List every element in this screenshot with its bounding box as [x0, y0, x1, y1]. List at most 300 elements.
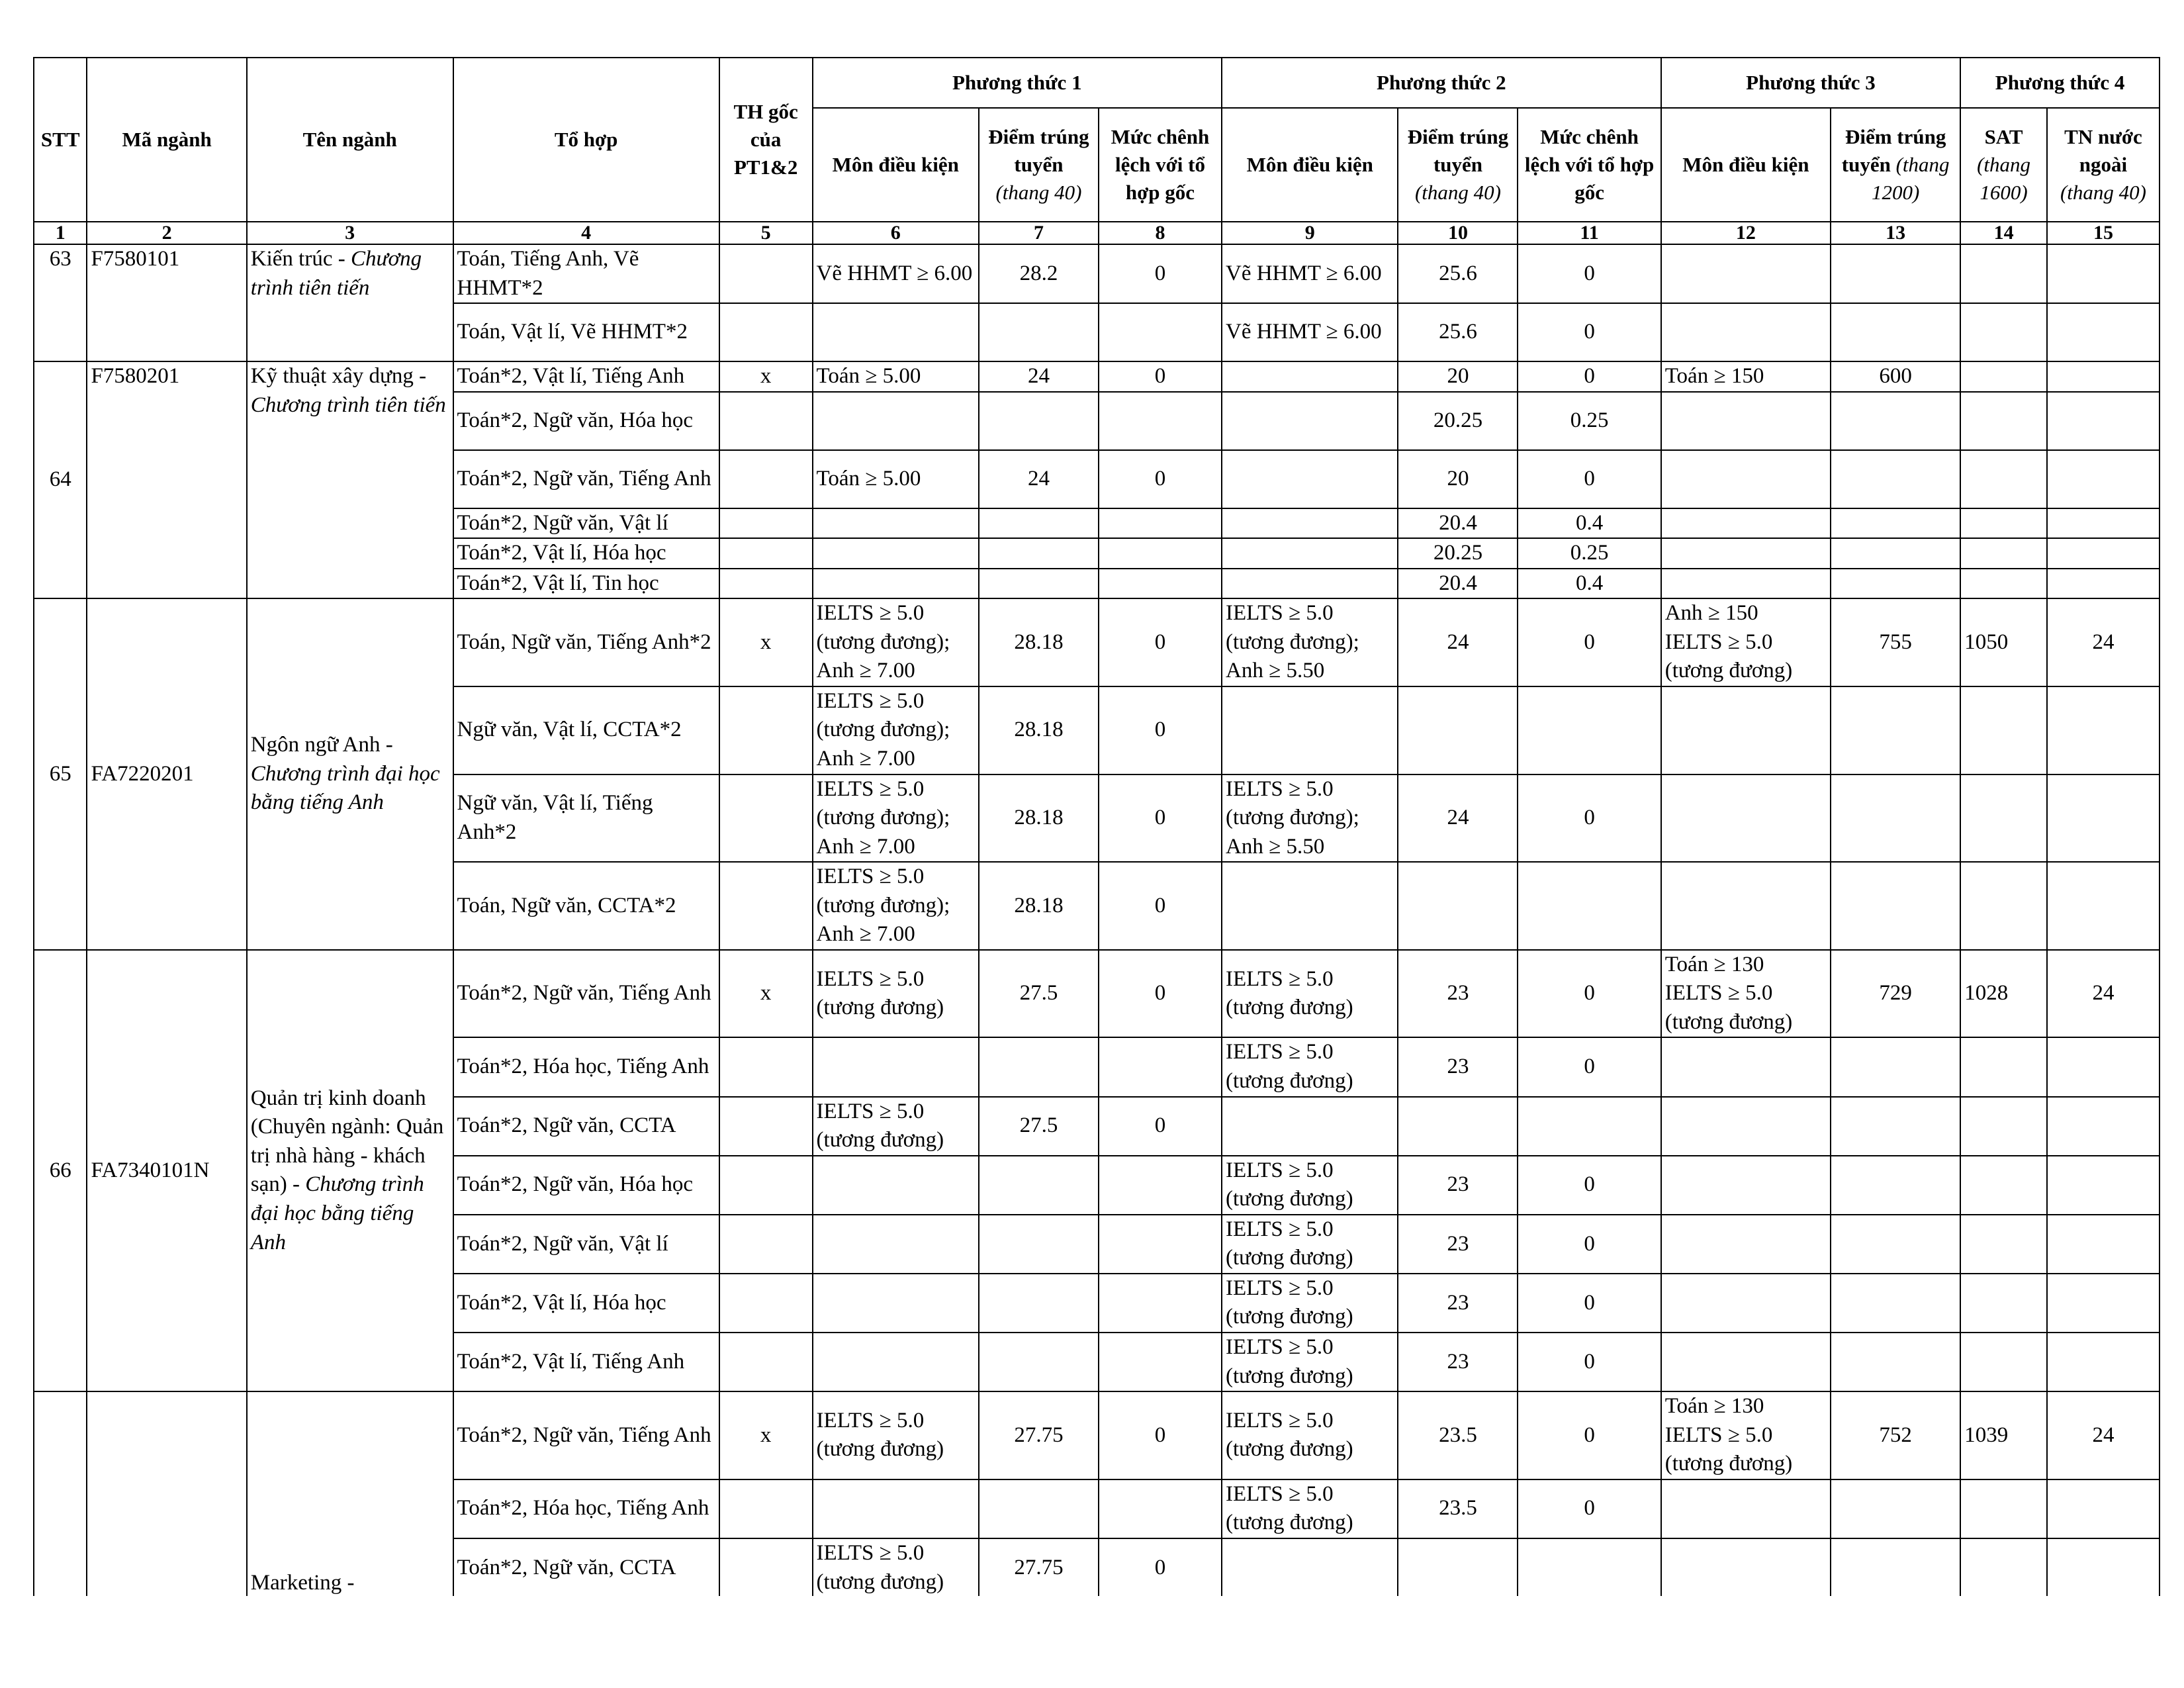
pt2-diff: 0	[1518, 1479, 1661, 1538]
pt3-score	[1831, 1274, 1960, 1333]
pt1-score	[979, 538, 1099, 569]
pt1-score: 27.5	[979, 1097, 1099, 1156]
pt3-score: 755	[1831, 598, 1960, 686]
program-code: F7580201	[87, 361, 246, 598]
pt3-score	[1831, 1037, 1960, 1096]
pt1-condition	[813, 508, 979, 539]
pt1-diff: 0	[1099, 862, 1222, 950]
tn-score	[2047, 569, 2160, 599]
col-number: 4	[453, 222, 719, 244]
program-name	[247, 361, 453, 598]
pt3-score	[1831, 1156, 1960, 1215]
header-pt2-chenh-lech: Mức chênh lệch với tổ hợp gốc	[1518, 108, 1661, 222]
original-combo-mark	[719, 686, 813, 774]
subject-combo: Ngữ văn, Vật lí, Tiếng Anh*2	[453, 774, 719, 863]
program-code	[87, 1391, 246, 1596]
pt1-diff	[1099, 1215, 1222, 1274]
pt3-score	[1831, 1538, 1960, 1596]
original-combo-mark: x	[719, 1391, 813, 1479]
pt3-condition	[1661, 244, 1831, 303]
pt3-condition	[1661, 538, 1831, 569]
pt1-condition: Toán ≥ 5.00	[813, 450, 979, 508]
pt1-diff: 0	[1099, 598, 1222, 686]
pt2-condition	[1222, 538, 1398, 569]
pt2-condition: IELTS ≥ 5.0 (tương đương)	[1222, 1037, 1398, 1096]
program-type: Chương trình tiên tiến	[250, 247, 422, 300]
pt2-score: 24	[1398, 774, 1518, 863]
pt3-score: 729	[1831, 950, 1960, 1038]
table-row	[34, 361, 2160, 392]
original-combo-mark	[719, 508, 813, 539]
pt1-condition: IELTS ≥ 5.0 (tương đương)	[813, 1538, 979, 1596]
tn-score	[2047, 508, 2160, 539]
pt1-score	[979, 1333, 1099, 1391]
col-number: 6	[813, 222, 979, 244]
subject-combo: Toán*2, Vật lí, Tiếng Anh	[453, 361, 719, 392]
col-number: 12	[1661, 222, 1831, 244]
pt1-diff: 0	[1099, 1538, 1222, 1596]
subject-combo: Toán*2, Vật lí, Tiếng Anh	[453, 1333, 719, 1391]
pt1-score: 28.2	[979, 244, 1099, 303]
pt1-condition: IELTS ≥ 5.0 (tương đương); Anh ≥ 7.00	[813, 598, 979, 686]
program-type: Chương trình tiên tiến	[250, 393, 446, 417]
program-name-text: Kỹ thuật xây dựng -	[250, 364, 427, 389]
header-tn-nuoc-ngoai	[2047, 108, 2160, 222]
program-name-text: Marketing -	[250, 1571, 355, 1595]
pt2-condition: IELTS ≥ 5.0 (tương đương); Anh ≥ 5.50	[1222, 598, 1398, 686]
subject-combo: Toán*2, Vật lí, Hóa học	[453, 1274, 719, 1333]
sat-score	[1960, 862, 2047, 950]
pt2-condition	[1222, 569, 1398, 599]
pt1-diff: 0	[1099, 361, 1222, 392]
pt2-condition: IELTS ≥ 5.0 (tương đương)	[1222, 1274, 1398, 1333]
diem-label: Điểm trúng tuyển	[1407, 125, 1509, 177]
program-name	[247, 244, 453, 361]
sat-score	[1960, 1274, 2047, 1333]
pt3-condition	[1661, 508, 1831, 539]
pt2-score	[1398, 1538, 1518, 1596]
original-combo-mark	[719, 392, 813, 450]
pt3-condition	[1661, 686, 1831, 774]
tn-score	[2047, 244, 2160, 303]
program-name-text: Ngôn ngữ Anh -	[250, 733, 393, 757]
program-type: Chương trình đại học bằng tiếng Anh	[250, 761, 440, 815]
header-pt1-diem	[979, 108, 1099, 222]
subject-combo: Toán, Tiếng Anh, Vẽ HHMT*2	[453, 244, 719, 303]
tn-score	[2047, 1274, 2160, 1333]
pt1-diff	[1099, 1479, 1222, 1538]
sat-score	[1960, 569, 2047, 599]
header-ten-nganh: Tên ngành	[247, 58, 453, 222]
sat-score	[1960, 1097, 2047, 1156]
pt3-condition	[1661, 1037, 1831, 1096]
pt1-condition: IELTS ≥ 5.0 (tương đương)	[813, 950, 979, 1038]
pt3-condition: Toán ≥ 130 IELTS ≥ 5.0 (tương đương)	[1661, 950, 1831, 1038]
pt2-diff: 0	[1518, 1215, 1661, 1274]
pt1-score	[979, 1274, 1099, 1333]
header-sat	[1960, 108, 2047, 222]
header-pt1-chenh-lech: Mức chênh lệch với tổ hợp gốc	[1099, 108, 1222, 222]
sat-score	[1960, 1479, 2047, 1538]
pt2-diff: 0	[1518, 598, 1661, 686]
pt1-score: 24	[979, 361, 1099, 392]
table-row	[34, 244, 2160, 303]
pt1-condition	[813, 1274, 979, 1333]
tn-score	[2047, 1215, 2160, 1274]
subject-combo: Toán*2, Vật lí, Hóa học	[453, 538, 719, 569]
header-pt3-diem	[1831, 108, 1960, 222]
header-phuong-thuc-3: Phương thức 3	[1661, 58, 1961, 108]
pt2-diff: 0.25	[1518, 392, 1661, 450]
original-combo-mark: x	[719, 361, 813, 392]
original-combo-mark: x	[719, 598, 813, 686]
original-combo-mark	[719, 1274, 813, 1333]
header-pt3-mon-dieu-kien: Môn điều kiện	[1661, 108, 1831, 222]
col-number: 11	[1518, 222, 1661, 244]
pt2-score: 20.25	[1398, 538, 1518, 569]
tn-score	[2047, 1156, 2160, 1215]
pt1-diff: 0	[1099, 686, 1222, 774]
pt2-score: 20	[1398, 361, 1518, 392]
pt3-condition: Toán ≥ 130 IELTS ≥ 5.0 (tương đương)	[1661, 1391, 1831, 1479]
pt2-score: 20	[1398, 450, 1518, 508]
pt1-score: 27.75	[979, 1538, 1099, 1596]
tn-score	[2047, 1333, 2160, 1391]
pt1-diff: 0	[1099, 950, 1222, 1038]
pt3-condition	[1661, 392, 1831, 450]
original-combo-mark	[719, 1538, 813, 1596]
col-number: 2	[87, 222, 246, 244]
pt1-score	[979, 392, 1099, 450]
program-code: FA7220201	[87, 598, 246, 950]
pt1-score: 28.18	[979, 774, 1099, 863]
sat-score	[1960, 1156, 2047, 1215]
pt2-condition	[1222, 1538, 1398, 1596]
subject-combo: Toán*2, Ngữ văn, Vật lí	[453, 1215, 719, 1274]
pt2-condition: IELTS ≥ 5.0 (tương đương)	[1222, 950, 1398, 1038]
col-number: 1	[34, 222, 87, 244]
pt3-score	[1831, 862, 1960, 950]
col-number: 8	[1099, 222, 1222, 244]
sat-score	[1960, 508, 2047, 539]
tn-score	[2047, 686, 2160, 774]
original-combo-mark	[719, 244, 813, 303]
pt2-condition	[1222, 862, 1398, 950]
pt2-condition: IELTS ≥ 5.0 (tương đương)	[1222, 1479, 1398, 1538]
pt1-score	[979, 508, 1099, 539]
pt2-score	[1398, 862, 1518, 950]
pt1-diff	[1099, 538, 1222, 569]
pt2-condition: Vẽ HHMT ≥ 6.00	[1222, 244, 1398, 303]
pt2-score: 23.5	[1398, 1391, 1518, 1479]
pt2-diff: 0	[1518, 774, 1661, 863]
pt1-score	[979, 569, 1099, 599]
pt3-condition	[1661, 450, 1831, 508]
stt-cell: 64	[34, 361, 87, 598]
col-number: 13	[1831, 222, 1960, 244]
pt1-score	[979, 1215, 1099, 1274]
header-phuong-thuc-2: Phương thức 2	[1222, 58, 1661, 108]
pt2-condition	[1222, 450, 1398, 508]
subject-combo: Toán*2, Ngữ văn, Hóa học	[453, 1156, 719, 1215]
col-number: 9	[1222, 222, 1398, 244]
pt3-condition	[1661, 1479, 1831, 1538]
diem-label: Điểm trúng tuyển	[1841, 125, 1946, 177]
subject-combo: Toán*2, Hóa học, Tiếng Anh	[453, 1037, 719, 1096]
pt1-condition	[813, 569, 979, 599]
tn-score: 24	[2047, 598, 2160, 686]
pt1-condition	[813, 1333, 979, 1391]
pt2-score: 23	[1398, 1156, 1518, 1215]
pt3-score	[1831, 1333, 1960, 1391]
pt2-diff	[1518, 686, 1661, 774]
pt2-condition: IELTS ≥ 5.0 (tương đương)	[1222, 1156, 1398, 1215]
tn-score	[2047, 361, 2160, 392]
pt2-condition	[1222, 508, 1398, 539]
pt1-diff: 0	[1099, 1391, 1222, 1479]
program-name	[247, 1391, 453, 1596]
pt2-condition: IELTS ≥ 5.0 (tương đương)	[1222, 1215, 1398, 1274]
col-number: 7	[979, 222, 1099, 244]
pt1-diff	[1099, 303, 1222, 361]
pt3-condition	[1661, 1538, 1831, 1596]
pt2-score: 23	[1398, 1274, 1518, 1333]
pt1-diff	[1099, 1037, 1222, 1096]
pt2-diff: 0	[1518, 361, 1661, 392]
pt1-diff: 0	[1099, 450, 1222, 508]
sat-score: 1039	[1960, 1391, 2047, 1479]
table-header	[34, 58, 2160, 244]
program-type: Chương trình đại học bằng tiếng Anh	[250, 1172, 424, 1254]
subject-combo: Toán, Ngữ văn, CCTA*2	[453, 862, 719, 950]
tn-score	[2047, 862, 2160, 950]
original-combo-mark	[719, 774, 813, 863]
pt2-diff: 0	[1518, 1391, 1661, 1479]
original-combo-mark	[719, 538, 813, 569]
pt2-score: 25.6	[1398, 303, 1518, 361]
original-combo-mark	[719, 450, 813, 508]
pt1-score	[979, 1156, 1099, 1215]
admission-scores-table	[33, 57, 2160, 1596]
pt3-condition	[1661, 1215, 1831, 1274]
sat-score	[1960, 1538, 2047, 1596]
pt1-diff	[1099, 508, 1222, 539]
stt-cell: 65	[34, 598, 87, 950]
pt2-score: 23	[1398, 1333, 1518, 1391]
pt2-condition: IELTS ≥ 5.0 (tương đương)	[1222, 1391, 1398, 1479]
pt1-condition	[813, 1215, 979, 1274]
tn-score	[2047, 1037, 2160, 1096]
sat-score: 1028	[1960, 950, 2047, 1038]
original-combo-mark	[719, 1097, 813, 1156]
pt3-condition	[1661, 1333, 1831, 1391]
pt1-condition	[813, 392, 979, 450]
program-name-text: Kiến trúc -	[250, 247, 351, 271]
header-phuong-thuc-4: Phương thức 4	[1960, 58, 2160, 108]
pt1-diff: 0	[1099, 774, 1222, 863]
pt2-diff: 0.4	[1518, 569, 1661, 599]
pt2-condition	[1222, 392, 1398, 450]
pt1-condition: IELTS ≥ 5.0 (tương đương)	[813, 1391, 979, 1479]
pt3-condition: Anh ≥ 150 IELTS ≥ 5.0 (tương đương)	[1661, 598, 1831, 686]
original-combo-mark	[719, 1479, 813, 1538]
pt3-condition	[1661, 303, 1831, 361]
program-name	[247, 598, 453, 950]
pt3-condition: Toán ≥ 150	[1661, 361, 1831, 392]
original-combo-mark: x	[719, 950, 813, 1038]
subject-combo: Toán*2, Ngữ văn, Tiếng Anh	[453, 1391, 719, 1479]
scale-label: (thang 1200)	[1872, 153, 1950, 204]
subject-combo: Toán, Ngữ văn, Tiếng Anh*2	[453, 598, 719, 686]
tn-score	[2047, 303, 2160, 361]
program-name	[247, 950, 453, 1391]
subject-combo: Toán*2, Hóa học, Tiếng Anh	[453, 1479, 719, 1538]
pt1-diff: 0	[1099, 1097, 1222, 1156]
pt2-score: 20.4	[1398, 569, 1518, 599]
pt1-condition: IELTS ≥ 5.0 (tương đương)	[813, 1097, 979, 1156]
pt3-score	[1831, 1479, 1960, 1538]
subject-combo: Toán*2, Ngữ văn, Tiếng Anh	[453, 450, 719, 508]
header-pt2-mon-dieu-kien: Môn điều kiện	[1222, 108, 1398, 222]
pt3-score	[1831, 538, 1960, 569]
pt1-diff	[1099, 392, 1222, 450]
pt2-diff: 0	[1518, 950, 1661, 1038]
pt2-condition: IELTS ≥ 5.0 (tương đương); Anh ≥ 5.50	[1222, 774, 1398, 863]
pt1-score: 28.18	[979, 862, 1099, 950]
pt1-score: 28.18	[979, 598, 1099, 686]
pt1-diff: 0	[1099, 244, 1222, 303]
subject-combo: Toán*2, Ngữ văn, Hóa học	[453, 392, 719, 450]
tn-score	[2047, 774, 2160, 863]
scale-label: (thang 40)	[995, 180, 1082, 204]
tn-score	[2047, 538, 2160, 569]
pt2-condition: Vẽ HHMT ≥ 6.00	[1222, 303, 1398, 361]
pt1-score: 27.5	[979, 950, 1099, 1038]
pt3-condition	[1661, 569, 1831, 599]
pt1-condition	[813, 303, 979, 361]
header-to-hop: Tổ hợp	[453, 58, 719, 222]
pt3-condition	[1661, 1097, 1831, 1156]
pt2-score	[1398, 686, 1518, 774]
stt-cell: 66	[34, 950, 87, 1391]
original-combo-mark	[719, 1215, 813, 1274]
pt2-diff: 0	[1518, 1274, 1661, 1333]
pt3-score: 600	[1831, 361, 1960, 392]
tn-score	[2047, 1538, 2160, 1596]
pt2-condition	[1222, 361, 1398, 392]
stt-cell: 63	[34, 244, 87, 361]
pt2-diff: 0	[1518, 303, 1661, 361]
program-code: F7580101	[87, 244, 246, 361]
diem-label: Điểm trúng tuyển	[988, 125, 1089, 177]
pt2-score: 20.4	[1398, 508, 1518, 539]
subject-combo: Toán*2, Ngữ văn, CCTA	[453, 1538, 719, 1596]
tn-score: 24	[2047, 950, 2160, 1038]
original-combo-mark	[719, 569, 813, 599]
pt1-condition	[813, 1037, 979, 1096]
admission-table-page	[33, 57, 2160, 1596]
pt2-diff: 0	[1518, 1037, 1661, 1096]
tn-score: 24	[2047, 1391, 2160, 1479]
sat-score: 1050	[1960, 598, 2047, 686]
sat-score	[1960, 1215, 2047, 1274]
sat-score	[1960, 450, 2047, 508]
pt3-condition	[1661, 862, 1831, 950]
tn-score	[2047, 1097, 2160, 1156]
pt3-score	[1831, 450, 1960, 508]
header-pt1-mon-dieu-kien: Môn điều kiện	[813, 108, 979, 222]
original-combo-mark	[719, 303, 813, 361]
pt2-score: 24	[1398, 598, 1518, 686]
table-row	[34, 1391, 2160, 1479]
pt1-condition	[813, 1479, 979, 1538]
pt2-condition	[1222, 1097, 1398, 1156]
scale-label: (thang 1600)	[1977, 153, 2031, 204]
pt1-condition: IELTS ≥ 5.0 (tương đương); Anh ≥ 7.00	[813, 686, 979, 774]
subject-combo: Toán*2, Ngữ văn, CCTA	[453, 1097, 719, 1156]
scale-label: (thang 40)	[2060, 180, 2146, 204]
pt2-score: 25.6	[1398, 244, 1518, 303]
pt3-score	[1831, 774, 1960, 863]
subject-combo: Toán*2, Ngữ văn, Vật lí	[453, 508, 719, 539]
pt1-condition: Vẽ HHMT ≥ 6.00	[813, 244, 979, 303]
pt2-condition	[1222, 686, 1398, 774]
pt3-score: 752	[1831, 1391, 1960, 1479]
sat-label: SAT	[1984, 125, 2023, 149]
pt3-score	[1831, 1215, 1960, 1274]
pt3-score	[1831, 686, 1960, 774]
tn-score	[2047, 1479, 2160, 1538]
header-ma-nganh: Mã ngành	[87, 58, 246, 222]
pt1-score	[979, 1479, 1099, 1538]
pt2-score: 23	[1398, 1215, 1518, 1274]
pt2-diff	[1518, 1538, 1661, 1596]
pt1-score	[979, 1037, 1099, 1096]
sat-score	[1960, 686, 2047, 774]
pt1-score: 28.18	[979, 686, 1099, 774]
pt3-score	[1831, 569, 1960, 599]
pt1-condition	[813, 538, 979, 569]
pt2-score: 20.25	[1398, 392, 1518, 450]
sat-score	[1960, 244, 2047, 303]
col-number: 5	[719, 222, 813, 244]
pt2-diff: 0	[1518, 1156, 1661, 1215]
sat-score	[1960, 303, 2047, 361]
subject-combo: Toán, Vật lí, Vẽ HHMT*2	[453, 303, 719, 361]
pt2-diff: 0	[1518, 244, 1661, 303]
pt1-diff	[1099, 1156, 1222, 1215]
pt3-condition	[1661, 774, 1831, 863]
sat-score	[1960, 392, 2047, 450]
sat-score	[1960, 538, 2047, 569]
pt2-diff	[1518, 1097, 1661, 1156]
tn-score	[2047, 392, 2160, 450]
col-number: 3	[247, 222, 453, 244]
pt3-score	[1831, 392, 1960, 450]
pt1-condition: IELTS ≥ 5.0 (tương đương); Anh ≥ 7.00	[813, 774, 979, 863]
pt3-score	[1831, 244, 1960, 303]
col-number: 10	[1398, 222, 1518, 244]
pt2-condition: IELTS ≥ 5.0 (tương đương)	[1222, 1333, 1398, 1391]
pt3-condition	[1661, 1156, 1831, 1215]
col-number: 15	[2047, 222, 2160, 244]
pt3-score	[1831, 1097, 1960, 1156]
subject-combo: Toán*2, Ngữ văn, Tiếng Anh	[453, 950, 719, 1038]
pt1-condition: IELTS ≥ 5.0 (tương đương); Anh ≥ 7.00	[813, 862, 979, 950]
pt2-diff: 0	[1518, 450, 1661, 508]
tn-label: TN nước ngoài	[2064, 125, 2142, 177]
tn-score	[2047, 450, 2160, 508]
